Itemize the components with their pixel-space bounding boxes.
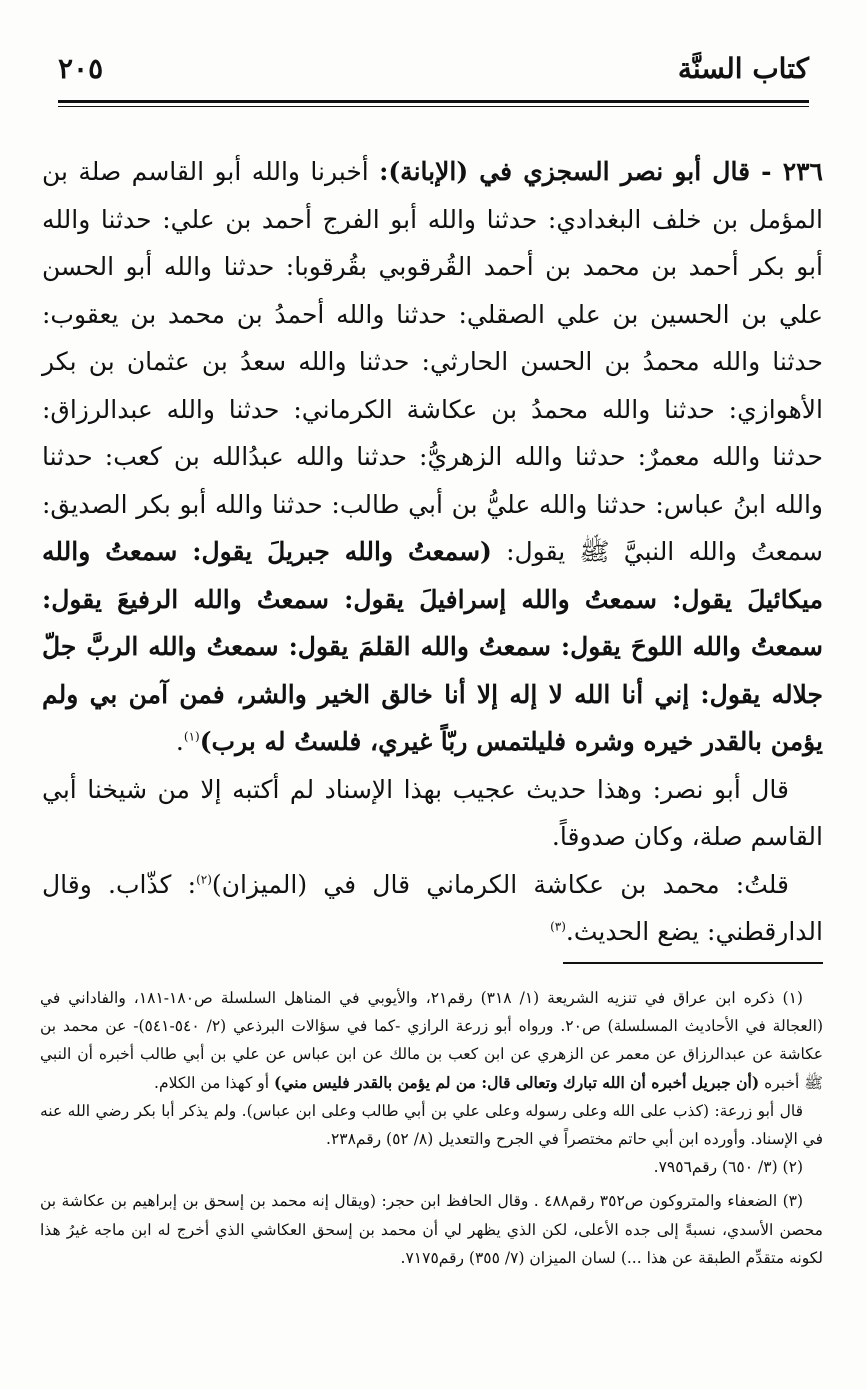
- running-title: كتاب السنَّة: [677, 52, 809, 85]
- footnote-marker-1: (١): [183, 729, 200, 744]
- matn-end: .: [175, 727, 184, 756]
- footnote-1: [40, 984, 823, 1097]
- author-comment-b: : كذّاب. وقال الدارقطني: يضع الحديث.: [42, 869, 823, 946]
- main-text: [42, 148, 823, 956]
- author-comment: [42, 861, 823, 956]
- footnote-1-quote: (أن جبريل أخبره أن الله تبارك وتعالى قال: من لم يؤمن بالقدر فليس مني): [274, 1072, 760, 1092]
- hadith-paragraph: [42, 148, 823, 766]
- abu-nasr-comment: قال أبو نصر: وهذا حديث عجيب بهذا الإسناد لم أكتبه إلا من شيخنا أبي القاسم صلة، وكان صدوقاً.: [42, 774, 823, 851]
- matn-text: (سمعتُ والله جبريلَ يقول: سمعتُ والله ميكائيلَ يقول: سمعتُ والله إسرافيلَ يقول: سمعتُ والله الرفيعَ يقول: سمعتُ والله اللوحَ يقول: سمعتُ والله القلمَ يقول: سمعتُ والله الربَّ جلّ جلاله يقول: إني أنا الله لا إله إلا أنا خالق الخير والشر، فمن آمن بي ولم يؤمن بالقدر خيره وشره فليلتمس ربّاً غيري، فلستُ له برب): [42, 537, 823, 756]
- header-rule: [58, 100, 809, 107]
- footnote-marker-2: (٢): [196, 872, 212, 887]
- footnote-1-text-b: أو كهذا من الكلام.: [154, 1073, 270, 1092]
- footnote-3: (٣) الضعفاء والمتروكون ص٣٥٢ رقم٤٨٨ . وقال الحافظ ابن حجر: (ويقال إنه محمد بن إسحق بن إبراهيم بن عكاشة بن محصن الأسدي، نسبةً إلى جده الأعلى، لكن الذي يظهر لي أن محمد بن إسحق العكاشي الذي أخرج له ابن ماجه غيرُ هذا لكونه متقدِّم الطبقة عن هذا ...) لسان الميزان (٧/ ٣٥٥) رقم٧١٧٥.: [40, 1192, 823, 1267]
- footnotes: [40, 984, 823, 1272]
- isnad-text: أخبرنا والله أبو القاسم صلة بن المؤمل بن خلف البغدادي: حدثنا والله أبو الفرج أحمد بن علي: حدثنا والله أبو بكر أحمد بن محمد بن أحمد القُرقوبي بقُرقوبا: حدثنا والله أبو الحسن علي بن الحسين بن علي الصقلي: حدثنا والله أحمدُ بن محمد بن يعقوب: حدثنا والله محمدُ بن الحسن الحارثي: حدثنا والله سعدُ بن عثمان بن بكر الأهوازي: حدثنا والله محمدُ بن عكاشة الكرماني: حدثنا والله عبدالرزاق: حدثنا والله معمرٌ: حدثنا والله الزهريُّ: حدثنا والله عبدُالله بن كعب: حدثنا والله ابنُ عباس: حدثنا والله عليُّ بن أبي طالب: حدثنا والله أبو بكر الصديق: سمعتُ والله النبيَّ ﷺ يقول:: [42, 157, 823, 566]
- footnote-2: (٢) (٣/ ٦٥٠) رقم٧٩٥٦.: [653, 1158, 803, 1177]
- footnote-1-continued: قال أبو زرعة: (كذب على الله وعلى رسوله وعلى علي بن أبي طالب وعلى ابن عباس). ولم يذكر أبا بكر رضي الله عنه في الإسناد. وأورده ابن أبي حاتم مختصراً في الجرح والتعديل (٨/ ٥٢) رقم٢٣٨.: [40, 1101, 823, 1149]
- footnote-marker-3: (٣): [550, 919, 566, 934]
- hadith-heading: ٢٣٦ - قال أبو نصر السجزي في (الإبانة):: [379, 157, 823, 186]
- page-header: [58, 48, 809, 88]
- footnote-rule: [563, 962, 823, 964]
- page-number: ٢٠٥: [58, 52, 104, 85]
- footnote-1-text-a: (١) ذكره ابن عراق في تنزيه الشريعة (١/ ٣١٨) رقم٢١، والأيوبي في المناهل السلسلة ص١٨٠-١٨١، والفاداني في (العجالة في الأحاديث المسلسلة) ص٢٠. ورواه أبو زرعة الرازي -كما في سؤالات البرذعي (٢/ ٥٤٠-٥٤١)- عن محمد بن عكاشة عن عبدالرزاق عن معمر عن الزهري عن ابن كعب بن مالك عن ابن عباس عن علي بن أبي طالب أخبره أن النبي ﷺ أخبره: [40, 989, 823, 1092]
- author-comment-a: قلتُ: محمد بن عكاشة الكرماني قال في (الميزان): [211, 869, 789, 899]
